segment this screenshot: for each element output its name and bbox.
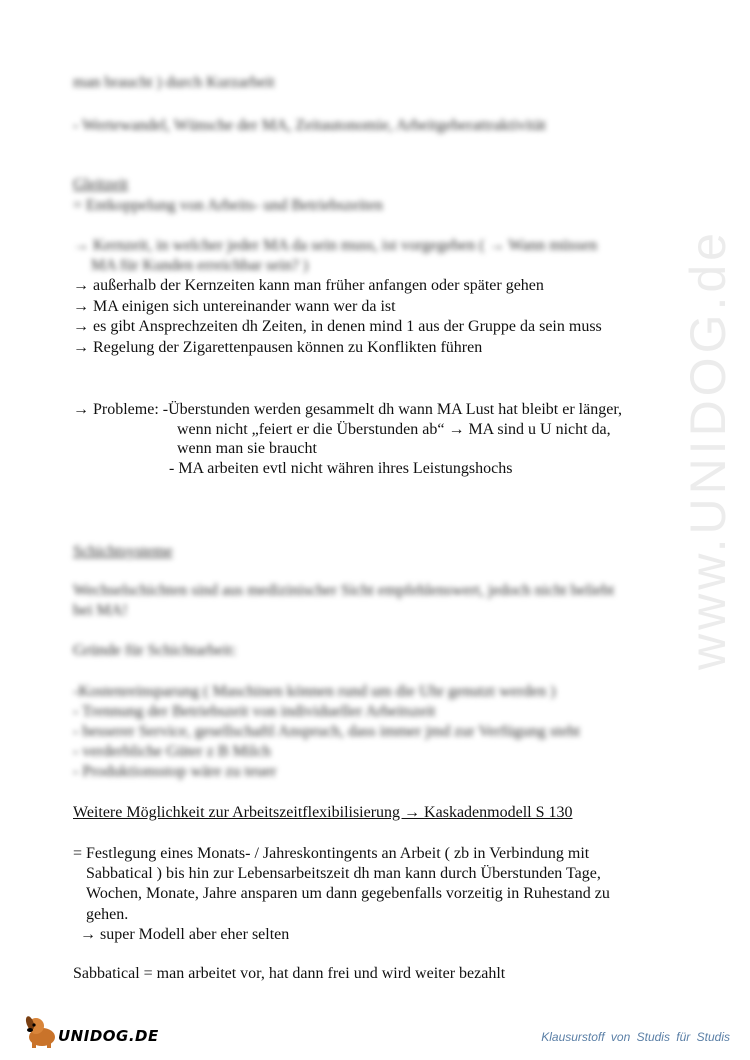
probleme-line: → Probleme: -Überstunden werden gesammelt dh wann MA Lust hat bleibt er länger, [73, 401, 622, 418]
blurred-line: = Entkoppelung von Arbeits- und Betriebszeiten [73, 197, 383, 214]
footer-tagline: Klausurstoff von Studis für Studis [541, 1030, 730, 1044]
paragraph-line: gehen. [86, 906, 129, 923]
blurred-line: - Wertewandel, Wünsche der MA, Zeitautonomie, Arbeitgeberattraktivität [73, 117, 547, 134]
blurred-line: → Kernzeit, in welcher jeder MA da sein muss, ist vorgegeben ( → Wann müssen [73, 237, 598, 254]
probleme-line: - MA arbeiten evtl nicht währen ihres Leistungshochs [169, 460, 513, 477]
blurred-line: - Trennung der Betriebszeit von individueller Arbeitszeit [73, 703, 436, 720]
blurred-line: - besserer Service, gesellschaftl Anspruch, dass immer jmd zur Verfügung steht [73, 723, 581, 740]
section-heading-gleitzeit: Gleitzeit [73, 176, 129, 193]
paragraph-line: → super Modell aber eher selten [80, 926, 290, 943]
blurred-line: -Kostenreinsparung ( Maschinen können rund um die Uhr genutzt werden ) [73, 683, 556, 700]
list-item: → außerhalb der Kernzeiten kann man früher anfangen oder später gehen [73, 277, 544, 294]
unidog-dog-icon [22, 1013, 62, 1049]
list-item: → es gibt Ansprechzeiten dh Zeiten, in denen mind 1 aus der Gruppe da sein muss [73, 318, 602, 335]
blurred-line: Gründe für Schichtarbeit: [73, 642, 237, 659]
blurred-line: Wechselschichten sind aus medizinischer Sicht empfehlenswert, jedoch nicht beliebt [73, 582, 615, 599]
list-item: → MA einigen sich untereinander wann wer da ist [73, 298, 396, 315]
section-heading-schichtsysteme: Schichtsysteme [73, 543, 173, 560]
blurred-line: - Produktionsstop wäre zu teuer [73, 763, 277, 780]
sabbatical-definition: Sabbatical = man arbeitet vor, hat dann frei und wird weiter bezahlt [73, 965, 506, 982]
unidog-logo-text: UNIDOG.DE [58, 1027, 159, 1045]
blurred-line: man braucht ) durch Kurzarbeit [73, 74, 275, 91]
paragraph-line: = Festlegung eines Monats- / Jahreskontingents an Arbeit ( zb in Verbindung mit [73, 845, 590, 862]
paragraph-line: Wochen, Monate, Jahre ansparen um dann gegebenfalls vorzeitig in Ruhestand zu [86, 885, 610, 902]
watermark-text: www.UNIDOG.de [680, 229, 736, 670]
blurred-line: MA für Kunden erreichbar sein? ) [91, 257, 309, 274]
paragraph-line: Sabbatical ) bis hin zur Lebensarbeitszeit dh man kann durch Überstunden Tage, [86, 865, 601, 882]
blurred-line: - verderbliche Güter z B Milch [73, 743, 271, 760]
list-item: → Regelung der Zigarettenpausen können zu Konflikten führen [73, 339, 483, 356]
section-heading-kaskadenmodell: Weitere Möglichkeit zur Arbeitszeitflexibilisierung → Kaskadenmodell S 130 [73, 804, 573, 821]
probleme-line: wenn man sie braucht [177, 440, 317, 457]
probleme-line: wenn nicht „feiert er die Überstunden ab“ → MA sind u U nicht da, [177, 421, 611, 438]
blurred-line: bei MA! [73, 602, 128, 619]
